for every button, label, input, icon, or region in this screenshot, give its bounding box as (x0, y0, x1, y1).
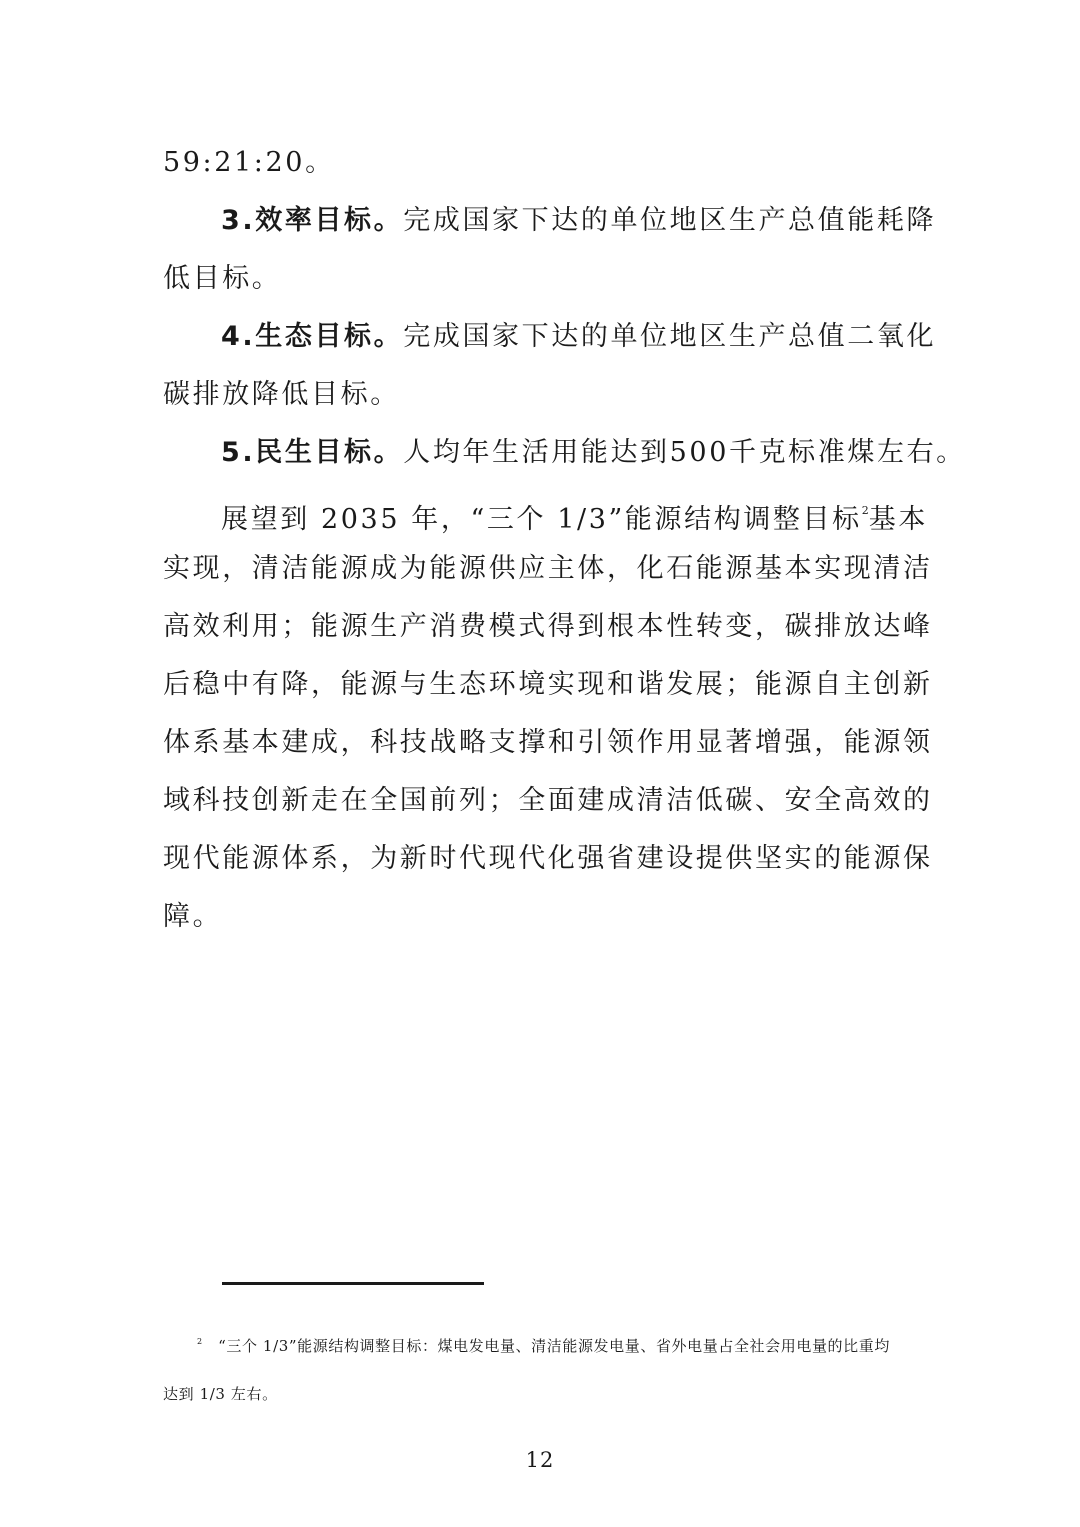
livelihood-target-paragraph (163, 424, 966, 482)
page-number: 12 (525, 1448, 555, 1472)
ecology-target-text-continued: 碳排放降低目标。 (163, 379, 400, 410)
footnote-mark: 2 (197, 1337, 203, 1346)
ecology-target-paragraph (163, 308, 937, 366)
footnote-text-continued: 达到 1/3 左右。 (163, 1385, 278, 1403)
footnote (163, 1318, 923, 1418)
efficiency-target-text-continued: 低目标。 (163, 263, 282, 294)
outlook-line: 高效利用；能源生产消费模式得到根本性转变，碳排放达峰 (163, 611, 933, 642)
efficiency-target-paragraph (163, 192, 937, 250)
outlook-line: 实现，清洁能源成为能源供应主体，化石能源基本实现清洁 (163, 553, 933, 584)
outlook-line: 域科技创新走在全国前列；全面建成清洁低碳、安全高效的 (163, 785, 933, 816)
outlook-line: 障。 (163, 901, 223, 932)
efficiency-target-text: 完成国家下达的单位地区生产总值能耗降 (403, 205, 937, 236)
footnote-reference-mark[interactable]: 2 (861, 504, 869, 517)
livelihood-target-heading: 5.民生目标。 (221, 437, 404, 468)
outlook-text-start: 展望到 2035 年，“三个 1/3”能源结构调整目标 (221, 504, 862, 535)
efficiency-target-heading: 3.效率目标。 (221, 205, 404, 236)
livelihood-target-text: 人均年生活用能达到500千克标准煤左右。 (403, 437, 966, 468)
footnote-first-line (163, 1318, 923, 1370)
body-text (163, 134, 966, 946)
ratio-line: 59:21:20。 (163, 147, 335, 178)
outlook-line: 体系基本建成，科技战略支撑和引领作用显著增强，能源领 (163, 727, 933, 758)
footnote-text: “三个 1/3”能源结构调整目标：煤电发电量、清洁能源发电量、省外电量占全社会用电量的比重均 (218, 1337, 890, 1355)
outlook-text-start-end: 基本 (868, 504, 928, 535)
ecology-target-text: 完成国家下达的单位地区生产总值二氧化 (403, 321, 937, 352)
outlook-paragraph-first-line (163, 482, 928, 540)
outlook-line: 后稳中有降，能源与生态环境实现和谐发展；能源自主创新 (163, 669, 933, 700)
outlook-line: 现代能源体系，为新时代现代化强省建设提供坚实的能源保 (163, 843, 933, 874)
footnote-separator (222, 1282, 484, 1285)
ecology-target-heading: 4.生态目标。 (221, 321, 404, 352)
